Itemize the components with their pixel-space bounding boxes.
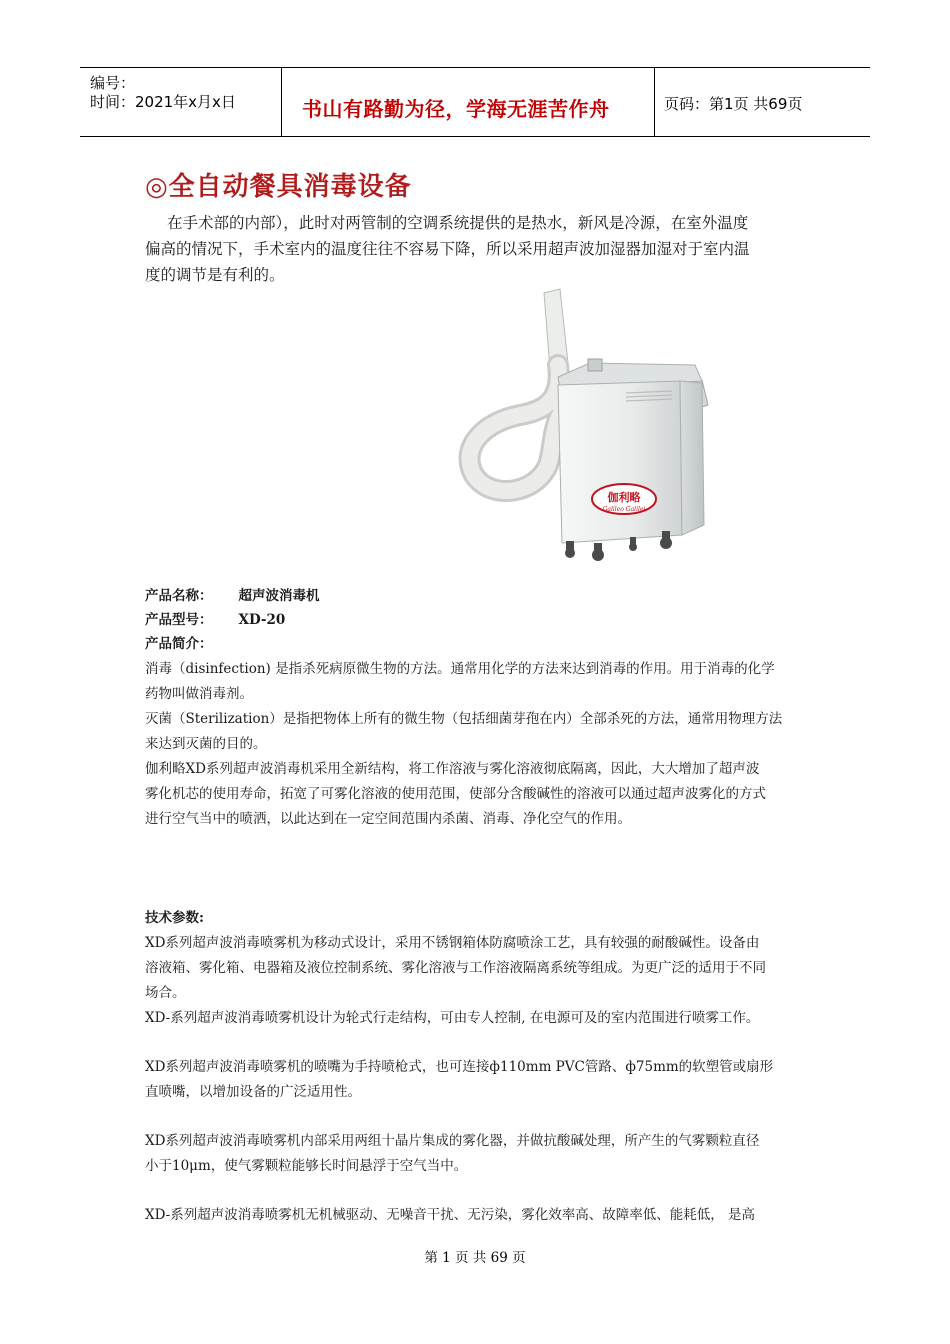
intro-line-1: 在手术部的内部），此时对两管制的空调系统提供的是热水，新风是冷源，在室外温度 bbox=[167, 214, 749, 232]
product-image bbox=[440, 285, 725, 570]
tech-paragraph-line: 小于10μm，使气雾颗粒能够长时间悬浮于空气当中。 bbox=[145, 1158, 468, 1174]
header-divider-right bbox=[654, 67, 655, 136]
tech-paragraph-line: 直喷嘴，以增加设备的广泛适用性。 bbox=[145, 1084, 361, 1100]
intro-paragraph-line: 药物叫做消毒剂。 bbox=[145, 686, 253, 702]
tech-paragraph-line: XD系列超声波消毒喷雾机为移动式设计，采用不锈钢箱体防腐喷涂工艺，具有较强的耐酸碱性。设备由 bbox=[145, 935, 760, 951]
tech-paragraph-line: XD-系列超声波消毒喷雾机无机械驱动、无噪音干扰、无污染，雾化效率高、故障率低、能耗低， 是高 bbox=[145, 1207, 756, 1223]
product-model-row bbox=[145, 608, 810, 633]
intro-paragraph-line: 灭菌（Sterilization）是指把物体上所有的微生物（包括细菌芽孢在内）全部杀死的方法，通常用物理方法 bbox=[145, 711, 783, 727]
product-name-label: 产品名称： bbox=[145, 588, 213, 604]
brand-sub: Galileo Galilei bbox=[602, 506, 646, 513]
page-title: ◎全自动餐具消毒设备 bbox=[145, 172, 412, 202]
tech-paragraph-line: 溶液箱、雾化箱、电器箱及液位控制系统、雾化溶液与工作溶液隔离系统等组成。为更广泛的适用于不同 bbox=[145, 960, 766, 976]
header-bottom-rule bbox=[80, 136, 870, 137]
header-motto: 书山有路勤为径，学海无涯苦作舟 bbox=[302, 97, 610, 121]
product-model-value: XD-20 bbox=[238, 612, 286, 628]
tech-paragraph-line: 场合。 bbox=[145, 985, 186, 1001]
serial-label: 编号： bbox=[90, 74, 136, 92]
page-footer: 第 1 页 共 69 页 bbox=[424, 1250, 526, 1266]
page-info: 页码：第1页 共69页 bbox=[664, 95, 803, 113]
brand-mark: 伽利略 bbox=[607, 491, 641, 504]
intro-paragraph-line: 来达到灭菌的目的。 bbox=[145, 736, 267, 752]
intro-paragraph-line: 伽利略XD系列超声波消毒机采用全新结构，将工作溶液与雾化溶液彻底隔离，因此，大大增加了超声波 bbox=[145, 761, 760, 777]
product-model-label: 产品型号： bbox=[145, 612, 213, 628]
product-name-value: 超声波消毒机 bbox=[238, 588, 320, 604]
tech-paragraph-line: XD系列超声波消毒喷雾机的喷嘴为手持喷枪式，也可连接ф110mm PVC管路、ф75mm的软塑管或扇形 bbox=[145, 1059, 774, 1075]
tech-paragraph-line: XD系列超声波消毒喷雾机内部采用两组十晶片集成的雾化器，并做抗酸碱处理，所产生的气雾颗粒直径 bbox=[145, 1133, 760, 1149]
intro-paragraph-line: 进行空气当中的喷洒，以此达到在一定空间范围内杀菌、消毒、净化空气的作用。 bbox=[145, 811, 631, 827]
intro-paragraph-line: 消毒（disinfection) 是指杀死病原微生物的方法。通常用化学的方法来达到消毒的作用。用于消毒的化学 bbox=[145, 661, 775, 677]
intro-line-2: 偏高的情况下，手术室内的温度往往不容易下降，所以采用超声波加湿器加湿对于室内温 bbox=[145, 240, 750, 258]
product-name-row bbox=[145, 584, 810, 609]
header-divider-left bbox=[281, 67, 282, 136]
tech-paragraph-line: XD-系列超声波消毒喷雾机设计为轮式行走结构，可由专人控制, 在电源可及的室内范围进行喷雾工作。 bbox=[145, 1010, 760, 1026]
header-top-rule bbox=[80, 67, 870, 68]
intro-line-3: 度的调节是有利的。 bbox=[145, 266, 285, 284]
product-intro-label: 产品简介： bbox=[145, 636, 213, 652]
intro-paragraph-line: 雾化机芯的使用寿命，拓宽了可雾化溶液的使用范围，使部分含酸碱性的溶液可以通过超声波雾化的方式 bbox=[145, 786, 766, 802]
time-label: 时间：2021年x月x日 bbox=[90, 93, 236, 111]
tech-label: 技术参数: bbox=[145, 910, 204, 926]
